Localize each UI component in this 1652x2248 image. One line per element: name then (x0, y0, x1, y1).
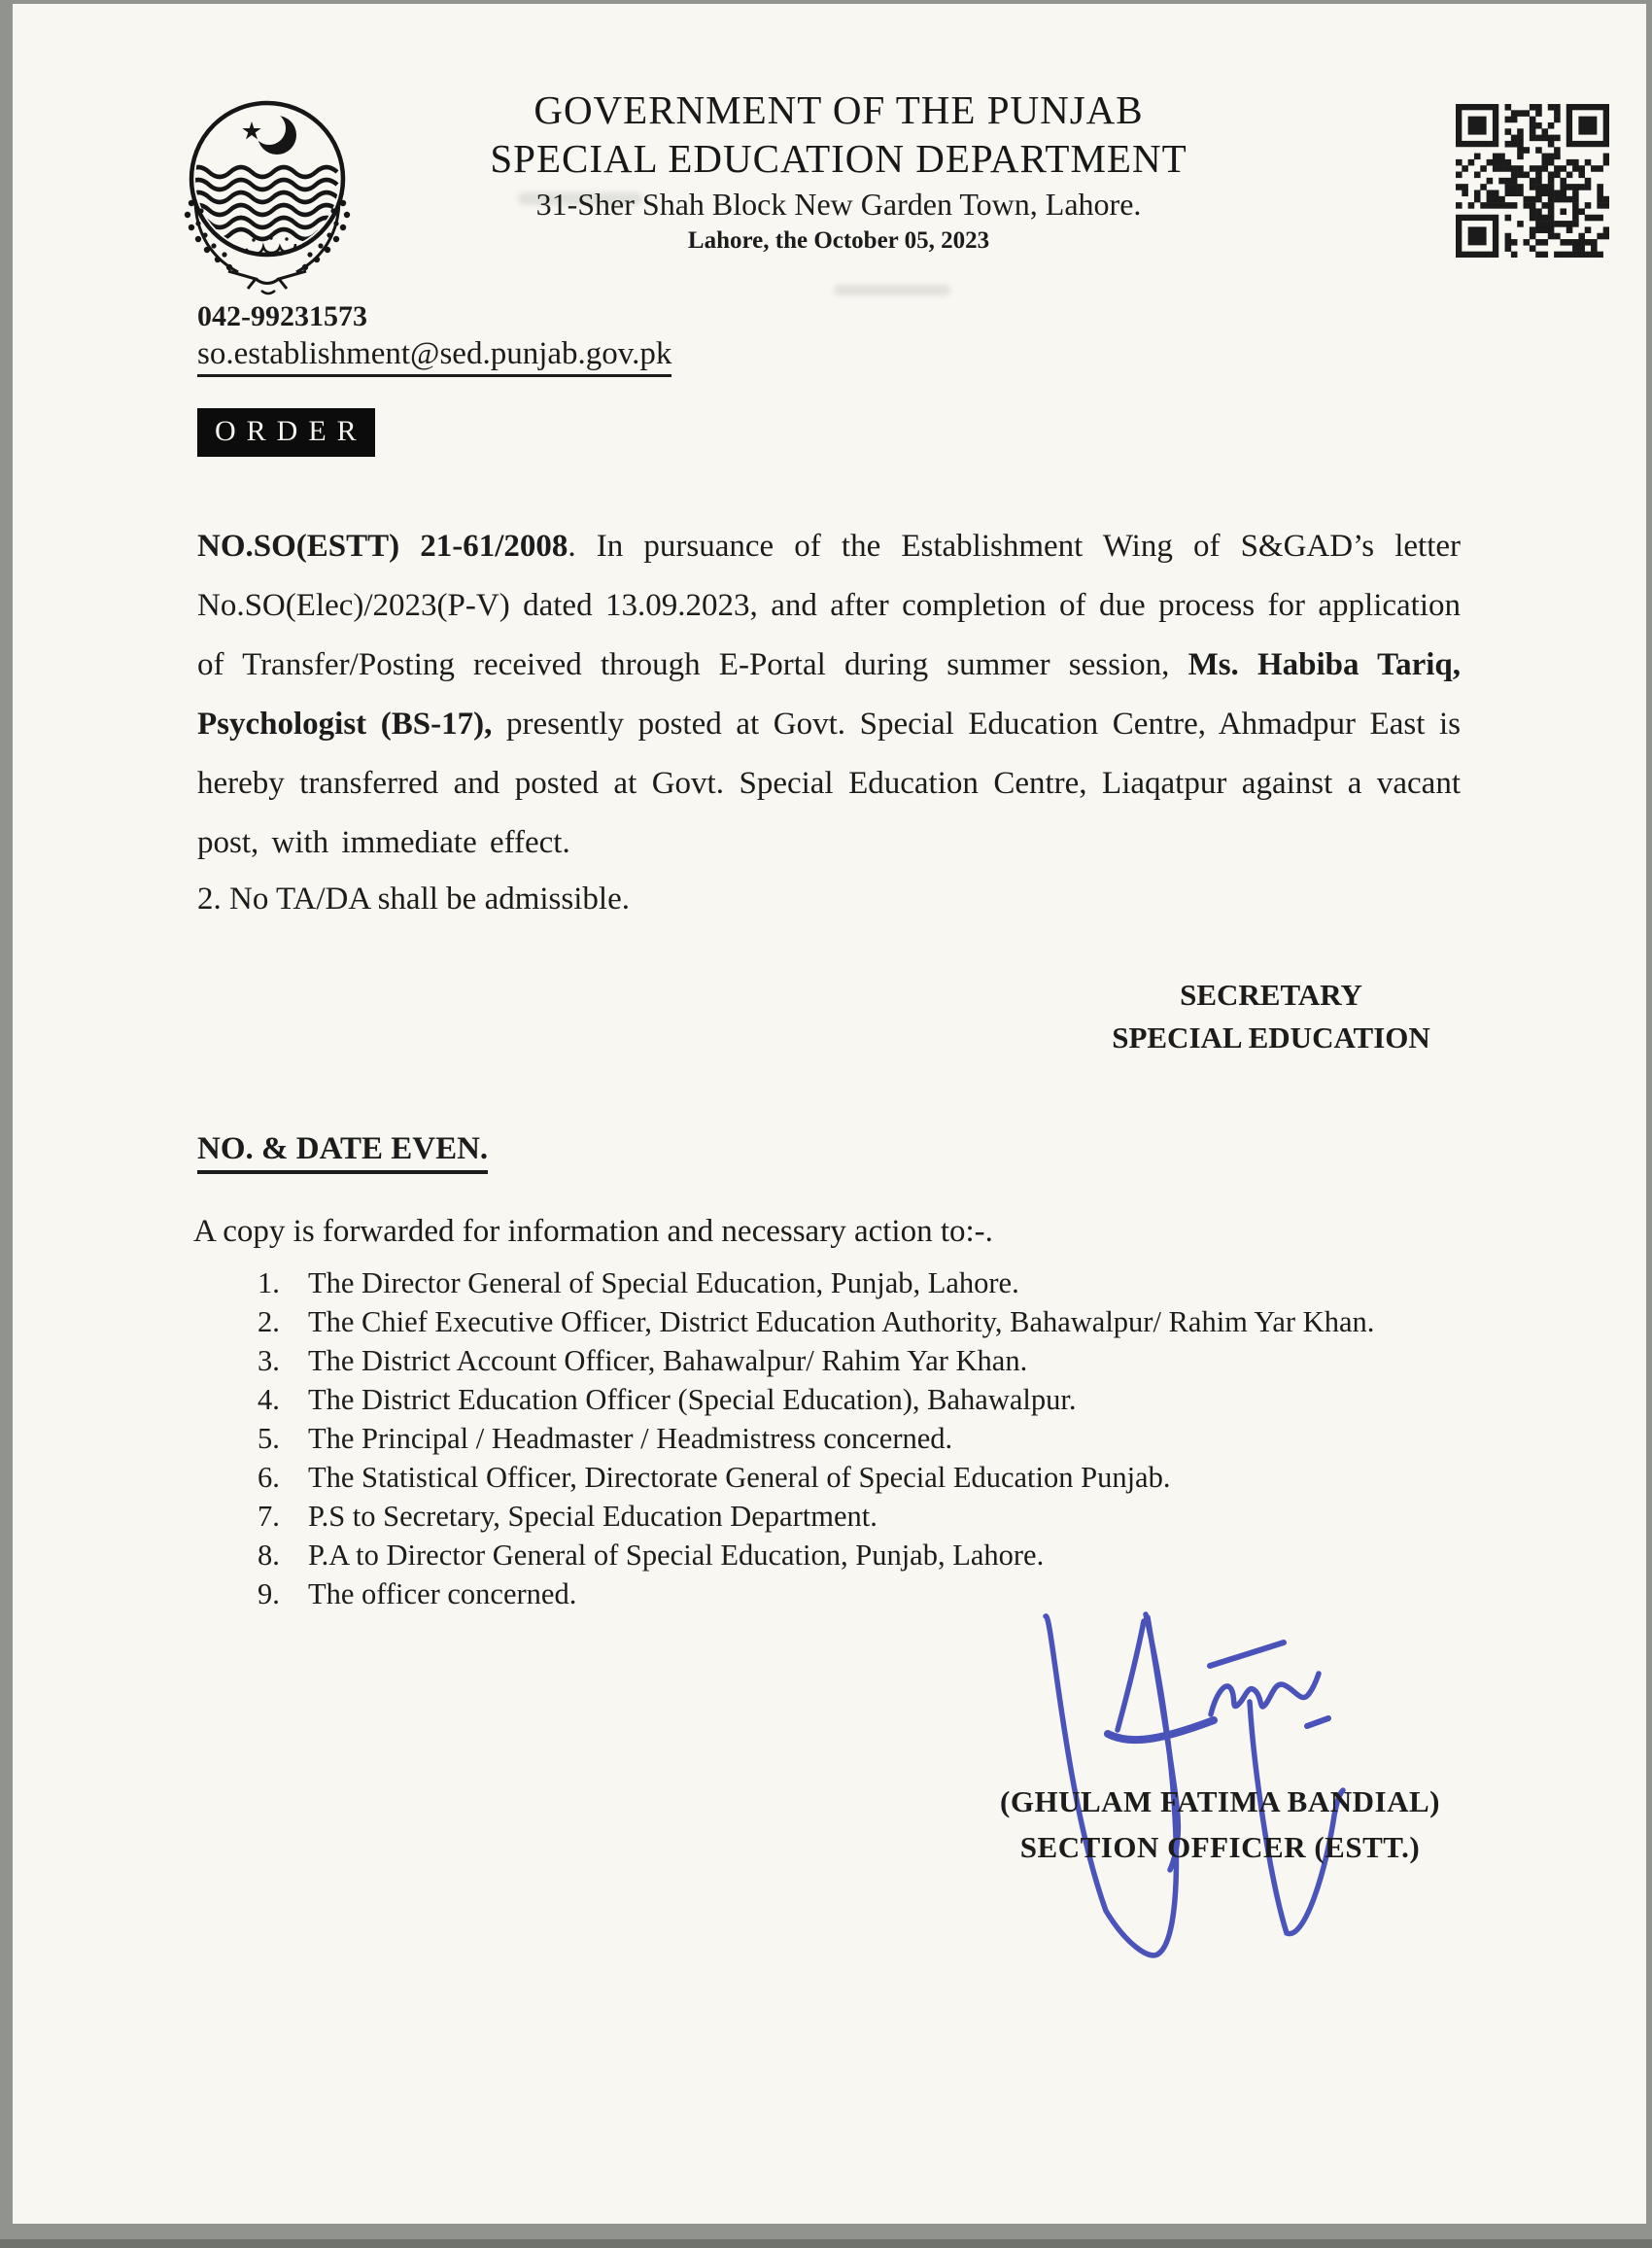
letterhead (421, 86, 1256, 257)
list-item-text: The District Account Officer, Bahawalpur/ Rahim Yar Khan. (308, 1344, 1028, 1377)
secretary-signoff (1057, 974, 1485, 1059)
list-item-number: 3. (258, 1344, 280, 1377)
list-item-number: 8. (258, 1539, 280, 1572)
list-item-text: The District Education Officer (Special Education), Bahawalpur. (308, 1383, 1077, 1416)
list-item-number: 4. (258, 1383, 280, 1416)
signer-title: SECTION OFFICER (ESTT.) (1019, 1830, 1421, 1864)
list-item-text: The officer concerned. (308, 1577, 577, 1610)
list-item-number: 5. (258, 1422, 280, 1455)
list-item (258, 1302, 1374, 1341)
tada-note: 2. No TA/DA shall be admissible. (197, 882, 630, 916)
list-item (258, 1380, 1374, 1419)
letter-date: Lahore, the October 05, 2023 (687, 227, 990, 254)
signer-name: (GHULAM FATIMA BANDIAL) (1000, 1784, 1440, 1818)
qr-code (1456, 104, 1609, 258)
list-item-number: 7. (258, 1500, 280, 1533)
ref-heading: NO. & DATE EVEN. (197, 1131, 488, 1174)
list-item (258, 1497, 1374, 1536)
dept-name: SPECIAL EDUCATION DEPARTMENT (490, 136, 1187, 181)
list-item (258, 1458, 1374, 1497)
punjab-crest-logo (168, 86, 382, 295)
list-item-text: The Statistical Officer, Directorate General of Special Education Punjab. (308, 1461, 1171, 1494)
list-item-number: 2. (258, 1305, 280, 1338)
scan-artifact (834, 285, 950, 295)
list-item-text: The Director General of Special Education, Punjab, Lahore. (308, 1266, 1019, 1299)
list-item-text: P.A to Director General of Special Education, Punjab, Lahore. (308, 1539, 1045, 1572)
org-name: GOVERNMENT OF THE PUNJAB (533, 87, 1144, 132)
order-paragraph: NO.SO(ESTT) 21-61/2008. In pursuance of the Establishment Wing of S&GAD’s letter No.SO(Elec)/2023(P-V) dated 13.09.2023, and after completion of due process for application of Transfer/Posting received through E-Portal during summer session, Ms. Habiba Tariq, Psychologist (BS-17), presently posted at Govt. Special Education Centre, Ahmadpur East is hereby transferred and posted at Govt. Special Education Centre, Liaqatpur against a vacant post, with immediate effect. (197, 529, 1462, 860)
document-page (13, 4, 1646, 2224)
list-item (258, 1341, 1374, 1380)
email-address: so.establishment@sed.punjab.gov.pk (197, 336, 671, 377)
dept-address: 31-Sher Shah Block New Garden Town, Lahore. (535, 187, 1142, 222)
list-item-number: 9. (258, 1577, 280, 1610)
signer-block (950, 1779, 1490, 1870)
signoff-title: SECRETARY (1180, 978, 1362, 1012)
list-item (258, 1536, 1374, 1574)
order-heading: ORDER (197, 408, 375, 457)
distribution-list (258, 1263, 1374, 1613)
list-item-number: 6. (258, 1461, 280, 1494)
list-item-text: The Principal / Headmaster / Headmistress concerned. (308, 1422, 953, 1455)
list-item (258, 1419, 1374, 1458)
signoff-dept: SPECIAL EDUCATION (1112, 1020, 1430, 1055)
list-item-text: P.S to Secretary, Special Education Department. (308, 1500, 878, 1533)
scan-edge (0, 2239, 1652, 2248)
phone-number: 042-99231573 (197, 300, 367, 332)
list-item-text: The Chief Executive Officer, District Education Authority, Bahawalpur/ Rahim Yar Khan. (308, 1305, 1375, 1338)
forward-note: A copy is forwarded for information and necessary action to:-. (193, 1214, 993, 1249)
list-item-number: 1. (258, 1266, 280, 1299)
list-item (258, 1263, 1374, 1302)
